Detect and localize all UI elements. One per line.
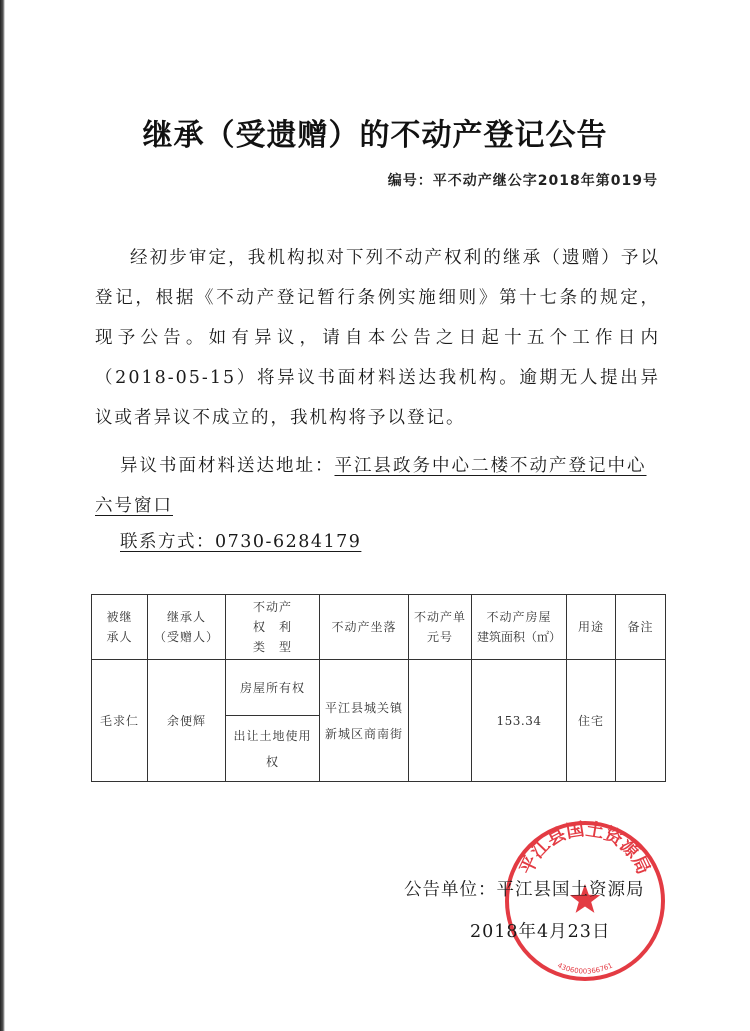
registration-table [91,594,666,782]
cell-unit-no [409,660,472,782]
page-title: 继承（受遗赠）的不动产登记公告 [142,118,608,153]
scan-edge [0,0,5,1031]
header-unit-no [409,595,472,660]
notice-body [95,238,660,438]
cell-heir: 余便辉 [148,660,226,782]
cell-remarks [616,660,666,782]
cell-decedent: 毛求仁 [92,660,148,782]
cell-area: 153.34 [472,660,567,782]
location-line: 新城区商南街 [324,726,403,741]
header-text: 不动产 [252,600,292,614]
location-line: 平江县城关镇 [324,700,403,715]
objection-address-value: 平江县政务中心二楼不动产登记中心六号窗口 [95,456,647,516]
table-header-row [92,595,666,660]
header-text: 元号 [426,630,453,644]
cell-location [320,660,409,782]
document-number: 编号：平不动产继公字2018年第019号 [387,173,658,189]
header-text: 继承人 [166,610,206,624]
header-location: 不动产坐落 [320,595,409,660]
header-text: 被继 [106,610,133,624]
header-remarks: 备注 [616,595,666,660]
issuer: 公告单位：平江县国土资源局 [404,880,645,900]
header-text: 权 利 [252,620,292,634]
header-text: 建筑面积（㎡） [476,630,561,644]
header-decedent [92,595,148,660]
notice-paragraph: 经初步审定，我机构拟对下列不动产权利的继承（遗赠）予以登记，根据《不动产登记暂行条例实施细则》第十七条的规定，现予公告。如有异议，请自本公告之日起十五个工作日内（2018-05-15）将异议书面材料送达我机构。逾期无人提出异议或者异议不成立的，我机构将予以登记。 [95,248,660,428]
objection-address [95,446,660,526]
header-area [472,595,567,660]
official-seal [502,818,668,984]
seal-text: 平江县国土资源局 [516,818,654,878]
header-text: 不动产单 [413,610,466,624]
issue-date: 2018年4月23日 [470,922,611,942]
header-text: （受赠人） [153,630,219,644]
header-text: 类 型 [252,640,292,654]
header-heir [148,595,226,660]
seal-number: 4306000366761 [556,961,614,976]
header-text: 不动产房屋 [486,610,552,624]
objection-address-label: 异议书面材料送达地址： [120,456,335,476]
contact-info: 联系方式：0730-6284179 [120,532,362,552]
header-usage: 用途 [567,595,616,660]
cell-right-type-land: 出让土地使用权 [226,716,320,782]
cell-usage: 住宅 [567,660,616,782]
header-right-type [226,595,320,660]
cell-right-type-house: 房屋所有权 [226,660,320,716]
table-row [92,660,666,716]
header-text: 承人 [106,630,133,644]
